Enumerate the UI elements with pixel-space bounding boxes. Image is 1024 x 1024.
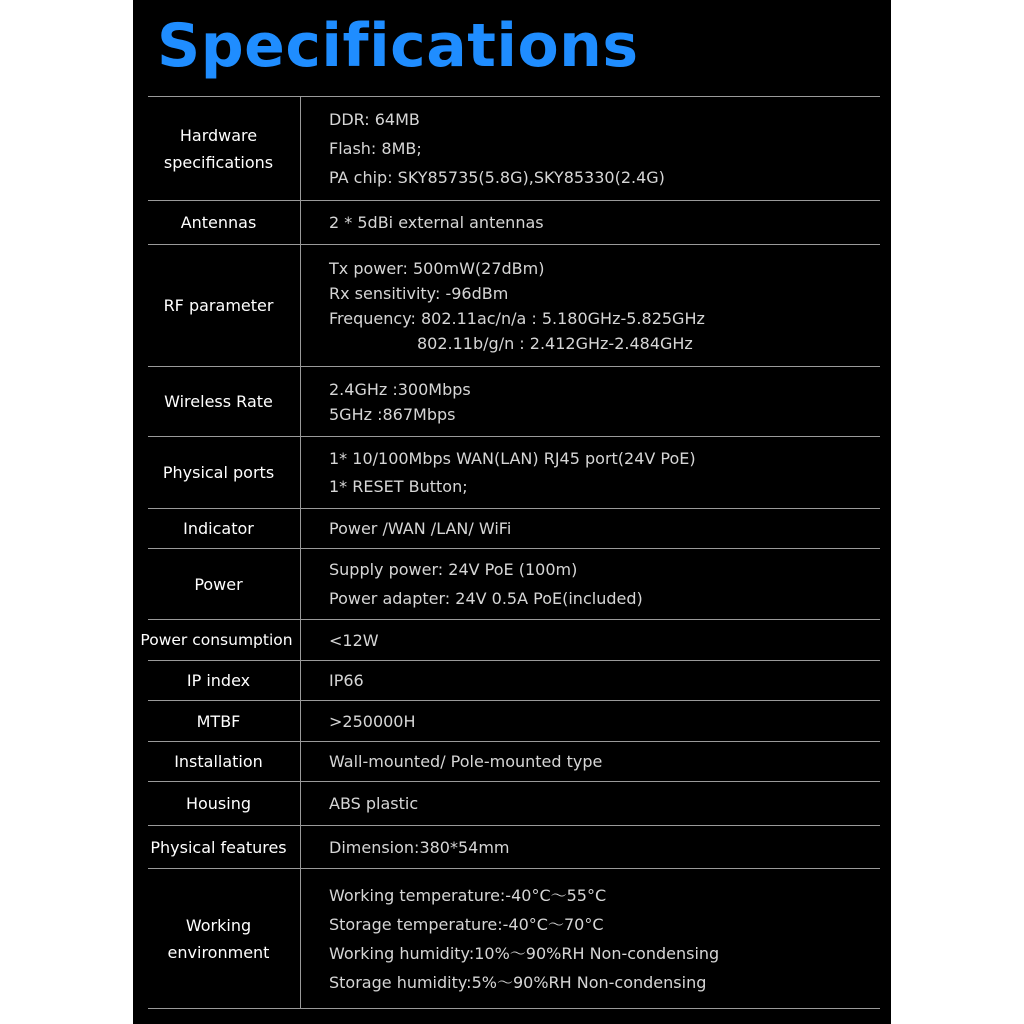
spec-label <box>133 826 300 868</box>
spec-value <box>329 367 883 436</box>
spec-label <box>133 549 300 619</box>
spec-value <box>329 869 883 1008</box>
spec-label <box>133 367 300 436</box>
spec-value-line: 2.4GHz :300Mbps <box>329 379 471 399</box>
spec-label-line: Physical ports <box>162 463 275 482</box>
spec-label <box>133 620 300 660</box>
spec-row-rf-parameter <box>133 245 891 366</box>
spec-label <box>133 869 300 1008</box>
spec-value <box>329 661 883 700</box>
spec-label <box>133 509 300 548</box>
spec-value-line: Flash: 8MB; <box>329 139 422 158</box>
spec-value-line: 1* RESET Button; <box>329 476 468 496</box>
spec-row-antennas <box>133 201 891 244</box>
spec-label <box>133 661 300 700</box>
spec-label-line: Antennas <box>180 213 257 232</box>
spec-row-power <box>133 549 891 619</box>
spec-value <box>329 782 883 825</box>
spec-label-line: Housing <box>185 794 252 813</box>
spec-value-line: Frequency: 802.11ac/n/a : 5.180GHz-5.825GHz <box>329 308 705 328</box>
spec-value-line: IP66 <box>329 671 364 690</box>
spec-value <box>329 245 883 366</box>
spec-value-line: >250000H <box>329 711 416 731</box>
spec-value <box>329 701 883 741</box>
spec-row-housing <box>133 782 891 825</box>
spec-label-line: Physical features <box>150 837 287 857</box>
spec-value <box>329 97 883 200</box>
spec-row-installation <box>133 742 891 781</box>
spec-label-line: Hardware <box>179 125 258 145</box>
spec-label <box>133 742 300 781</box>
spec-value-line: 802.11b/g/n : 2.412GHz-2.484GHz <box>417 333 693 353</box>
spec-label <box>133 782 300 825</box>
spec-row-physical-features <box>133 826 891 868</box>
spec-label <box>133 201 300 244</box>
spec-label-line: Working <box>185 915 252 935</box>
spec-value-line: Rx sensitivity: -96dBm <box>329 283 509 303</box>
spec-row-physical-ports <box>133 437 891 508</box>
spec-value <box>329 509 883 548</box>
spec-label-line: Indicator <box>183 519 254 538</box>
spec-row-ip-index <box>133 661 891 700</box>
spec-row-working-environment <box>133 869 891 1008</box>
spec-value-line: Working humidity:10%～90%RH Non-condensing <box>329 943 720 963</box>
spec-label-line: IP index <box>186 671 251 690</box>
spec-value-line: Dimension:380*54mm <box>329 837 510 857</box>
spec-label-line: Installation <box>174 752 263 771</box>
spec-value-line: <12W <box>329 630 379 650</box>
spec-value-line: ABS plastic <box>329 794 419 813</box>
spec-value <box>329 437 883 508</box>
spec-value <box>329 826 883 868</box>
spec-value <box>329 201 883 244</box>
spec-label-line: Wireless Rate <box>164 392 273 411</box>
spec-label <box>133 245 300 366</box>
spec-value-line: Power adapter: 24V 0.5A PoE(included) <box>329 589 643 608</box>
spec-value <box>329 620 883 660</box>
spec-value-line: Tx power: 500mW(27dBm) <box>329 258 545 278</box>
spec-label <box>133 97 300 200</box>
spec-label <box>133 437 300 508</box>
spec-value-line: Wall-mounted/ Pole-mounted type <box>329 752 603 771</box>
spec-value <box>329 549 883 619</box>
spec-value-line: Supply power: 24V PoE (100m) <box>329 560 578 579</box>
spec-sheet-panel <box>133 0 891 1024</box>
spec-value-line: 2 * 5dBi external antennas <box>329 213 544 232</box>
spec-label-line: specifications <box>163 152 274 172</box>
spec-row-indicator <box>133 509 891 548</box>
spec-value-line: Power /WAN /LAN/ WiFi <box>329 519 512 538</box>
spec-row-mtbf <box>133 701 891 741</box>
spec-value-line: 5GHz :867Mbps <box>329 404 456 424</box>
spec-value-line: Working temperature:-40°C～55°C <box>329 885 607 905</box>
spec-row-hardware <box>133 97 891 200</box>
spec-label-line: RF parameter <box>163 296 274 315</box>
spec-label-line: Power <box>194 574 243 594</box>
page-title: Specifications <box>157 11 639 81</box>
spec-value-line: 1* 10/100Mbps WAN(LAN) RJ45 port(24V PoE) <box>329 448 696 468</box>
spec-label-line: Power consumption <box>140 630 293 649</box>
spec-label-line: environment <box>167 942 270 962</box>
spec-row-power-consumption <box>133 620 891 660</box>
table-bottom-rule <box>148 1008 880 1009</box>
spec-label <box>133 701 300 741</box>
spec-value-line: Storage humidity:5%～90%RH Non-condensing <box>329 972 707 992</box>
spec-value <box>329 742 883 781</box>
spec-value-line: PA chip: SKY85735(5.8G),SKY85330(2.4G) <box>329 168 665 187</box>
spec-label-line: MTBF <box>196 711 241 731</box>
spec-row-wireless-rate <box>133 367 891 436</box>
spec-value-line: Storage temperature:-40°C～70°C <box>329 914 604 934</box>
spec-value-line: DDR: 64MB <box>329 110 420 129</box>
